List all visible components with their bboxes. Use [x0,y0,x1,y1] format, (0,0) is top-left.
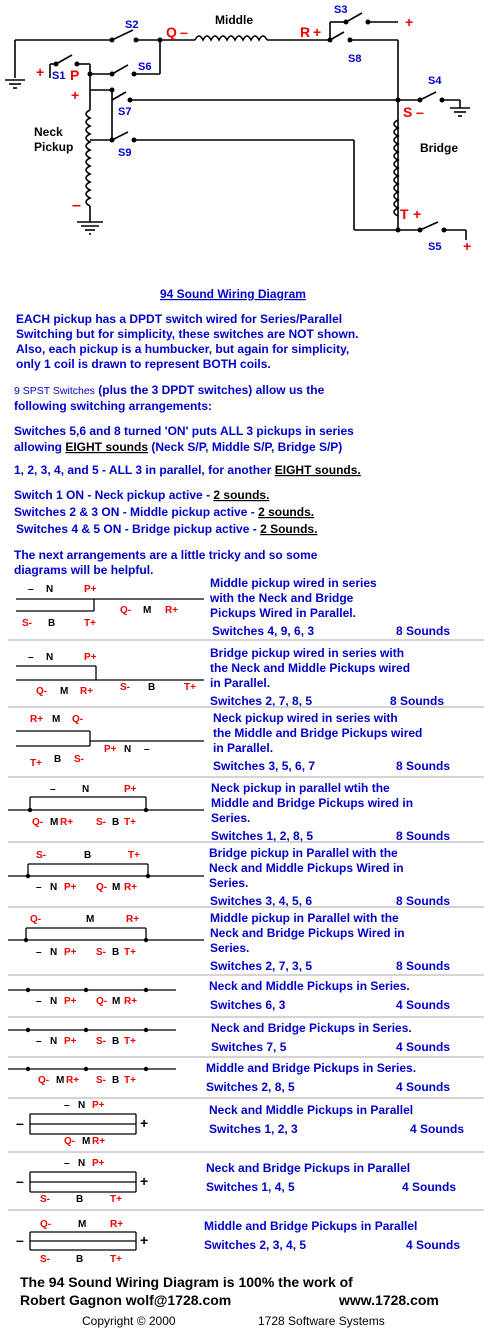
mini-terminal-minus: – [16,1173,24,1189]
mini-schematic-11 [16,1219,148,1265]
arrangement-sounds: 4 Sounds [396,1040,451,1054]
mini-schematics [8,584,204,1265]
arrangement-sounds: 8 Sounds [396,959,451,973]
mini-junction [144,988,148,992]
intro-line: only 1 coil is drawn to represent BOTH coils. [16,357,271,371]
single-line-3 [16,522,317,536]
mini-label: – [28,584,34,595]
arrangement-sounds: 4 Sounds [402,1180,457,1194]
label-s-minus: – [416,104,424,120]
mini-label: T+ [124,1036,136,1047]
mini-label: N [124,744,132,755]
arrangement-row [8,846,484,908]
mini-label: R+ [124,882,138,893]
arrangement-desc: Bridge pickup wired in series with [210,646,405,660]
mini-label: M [82,1136,91,1147]
mini-label: – [36,996,42,1007]
intro-line: EACH pickup has a DPDT switch wired for Series/Parallel [16,312,343,326]
mini-label: S- [36,850,46,861]
mini-junction [28,808,32,812]
mini-label: – [50,784,56,795]
arrangement-desc: Bridge pickup in Parallel with the [209,846,398,860]
label-s5-plus: + [463,238,472,254]
label-neck: Neck [34,125,63,139]
arrangement-row [8,1061,484,1098]
spst-line-2: following switching arrangements: [14,399,213,413]
arrangement-desc: Neck and Bridge Pickups in Parallel [206,1161,411,1175]
mini-label: S- [96,947,106,958]
mini-label: Q- [36,686,48,697]
mini-schematic-0 [16,584,204,629]
mini-label: T+ [184,682,196,693]
single-text: Switches 4 & 5 ON - Bridge pickup active - [16,522,261,536]
arrangement-sounds: 8 Sounds [390,694,445,708]
series-line-1: Switches 5,6 and 8 turned 'ON' puts ALL 3 pickups in series [14,424,354,438]
single-sounds: 2 sounds. [213,488,270,502]
mini-label: Q- [30,914,42,925]
mini-label: B [112,1036,120,1047]
mini-label: B [148,682,156,693]
mini-label: B [84,850,92,861]
mini-junction [84,1067,88,1071]
mini-label: R+ [165,605,179,616]
arrangement-sounds: 8 Sounds [396,624,451,638]
mini-junction [84,1028,88,1032]
arrangement-sounds: 4 Sounds [410,1122,465,1136]
arrangement-switches: Switches 3, 5, 6, 7 [213,759,316,773]
mini-label: N [78,1158,86,1169]
arrangement-sounds: 8 Sounds [396,829,451,843]
label-s1: S1 [52,70,66,82]
arrangement-switches: Switches 2, 7, 3, 5 [210,959,313,973]
mini-label: N [82,784,90,795]
label-s7: S7 [118,106,132,118]
mini-junction [26,988,30,992]
arrangement-switches: Switches 1, 2, 8, 5 [211,829,314,843]
mini-label: M [52,714,61,725]
mini-label: P+ [104,744,117,755]
mini-label: B [76,1194,84,1205]
mini-junction [146,874,150,878]
mini-schematic-2 [16,714,204,769]
arrangement-row [8,1021,484,1057]
arrangement-desc: Neck and Middle Pickups Wired in [209,861,404,875]
mini-label: B [76,1254,84,1265]
mini-label: Q- [120,605,132,616]
label-s4: S4 [428,75,442,87]
mini-label: R+ [60,817,74,828]
mini-schematic-4 [8,850,204,893]
mini-label: R+ [126,914,140,925]
mini-label: Q- [32,817,44,828]
mini-label: – [64,1158,70,1169]
mini-schematic-1 [16,652,204,697]
mini-label: R+ [30,714,44,725]
mini-label: Q- [96,882,108,893]
label-t-plus: + [413,206,422,222]
arrangement-row [204,1219,460,1252]
mini-label: M [86,914,95,925]
mini-schematic-3 [8,784,204,828]
series-allowing: allowing [14,440,66,454]
mini-label: – [36,882,42,893]
mini-label: B [112,947,120,958]
mini-junction [144,938,148,942]
mini-label: P+ [64,996,77,1007]
single-line-2 [14,505,314,519]
mini-label: S- [40,1194,50,1205]
arrangement-desc: Middle and Bridge Pickups wired in [211,796,414,810]
tricky-line-1: The next arrangements are a little tricky and so some [14,548,318,562]
label-r-plus: + [313,24,322,40]
label-s9: S9 [118,147,132,159]
mini-junction [26,1028,30,1032]
label-p: P [70,67,80,83]
arrangement-sounds: 4 Sounds [396,998,451,1012]
mini-label: S- [96,1075,106,1086]
arrangement-switches: Switches 2, 8, 5 [206,1080,295,1094]
footer-line-1: The 94 Sound Wiring Diagram is 100% the work of [20,1274,353,1290]
mini-terminal-plus: + [140,1232,149,1248]
mini-label: B [54,754,62,765]
single-sounds: 2 sounds. [258,505,315,519]
mini-label: T+ [124,817,136,828]
mini-label: B [48,618,56,629]
single-sounds: 2 Sounds. [260,522,318,536]
mini-label: R+ [92,1136,106,1147]
label-q-minus: – [180,24,188,40]
mini-label: P+ [84,584,97,595]
footer-author: Robert Gagnon wolf@1728.com [20,1292,232,1308]
mini-schematic-8 [8,1067,176,1086]
arrangement-desc: Neck pickup in parallel wtih the [211,781,390,795]
arrangement-desc: Neck and Middle Pickups in Series. [209,979,410,993]
mini-label: Q- [96,996,108,1007]
mini-label: S- [40,1254,50,1265]
arrangement-row [8,979,484,1017]
mini-label: S- [96,1036,106,1047]
mini-label: P+ [84,652,97,663]
label-s: S [403,104,413,120]
mini-terminal-plus: + [140,1173,149,1189]
mini-label: M [56,1075,65,1086]
arrangement-switches: Switches 1, 4, 5 [206,1180,295,1194]
mini-junction [26,1067,30,1071]
spst-small: 9 SPST Switches [14,385,95,397]
mini-label: R+ [80,686,94,697]
mini-junction [144,1028,148,1032]
mini-label: S- [96,817,106,828]
arrangement-switches: Switches 4, 9, 6, 3 [212,624,315,638]
arrangement-desc: Neck and Bridge Pickups Wired in [210,926,405,940]
arrangement-desc: Middle pickup in Parallel with the [210,911,399,925]
arrangement-sounds: 8 Sounds [396,894,451,908]
mini-label: N [50,882,58,893]
arrangement-desc: the Middle and Bridge Pickups wired [213,726,423,740]
parallel-line [14,463,361,477]
mini-label: B [112,1075,120,1086]
mini-label: M [60,686,69,697]
label-s1-plus: + [36,64,45,80]
label-bridge: Bridge [420,141,459,155]
intro-line: Switching but for simplicity, these switches are NOT shown. [16,327,359,341]
parallel-text: 1, 2, 3, 4, and 5 - ALL 3 in parallel, for another [14,463,275,477]
footer-company: 1728 Software Systems [258,1314,385,1328]
arrangement-desc: Neck and Middle Pickups in Parallel [209,1103,414,1117]
mini-label: – [144,744,150,755]
mini-label: Q- [38,1075,50,1086]
label-pickup: Pickup [34,140,74,154]
mini-label: B [112,817,120,828]
mini-label: N [46,652,54,663]
label-s2: S2 [125,19,139,31]
mini-label: S- [22,618,32,629]
intro-line: Also, each pickup is a humbucker, but again for simplicity, [16,342,350,356]
single-line-1 [14,488,269,502]
arrangement-switches: Switches 2, 7, 8, 5 [210,694,313,708]
arrangement-list [8,576,484,1252]
label-s3-plus: + [405,14,414,30]
mini-label: T+ [110,1254,122,1265]
label-t: T [400,206,409,222]
series-rest: (Neck S/P, Middle S/P, Bridge S/P) [148,440,343,454]
mini-label: T+ [30,758,42,769]
mini-label: S- [74,754,84,765]
mini-label: S- [120,682,130,693]
intro-text [16,312,359,371]
mini-label: – [36,947,42,958]
arrangement-desc: Middle pickup wired in series [210,576,377,590]
mini-label: N [50,1036,58,1047]
mini-label: N [78,1100,86,1111]
mini-label: M [50,817,59,828]
arrangement-desc: with the Neck and Bridge [210,591,354,605]
arrangement-desc: Middle and Bridge Pickups in Parallel [204,1219,418,1233]
single-text: Switch 1 ON - Neck pickup active - [14,488,214,502]
mini-junction [26,874,30,878]
mini-label: – [28,652,34,663]
arrangement-desc: Middle and Bridge Pickups in Series. [206,1061,417,1075]
mini-label: Q- [72,714,84,725]
label-r: R [300,24,311,40]
mini-label: Q- [64,1136,76,1147]
arrangement-desc: Series. [210,941,250,955]
mini-label: R+ [66,1075,80,1086]
mini-label: R+ [124,996,138,1007]
label-s3: S3 [334,4,348,16]
label-s8: S8 [348,53,362,65]
footer-website: www.1728.com [339,1292,439,1308]
arrangement-desc: Pickups Wired in Parallel. [210,606,356,620]
parallel-eight: EIGHT sounds. [274,463,361,477]
arrangement-switches: Switches 6, 3 [210,998,286,1012]
footer-copyright: Copyright © 2000 [82,1314,176,1328]
mini-label: M [112,996,121,1007]
arrangement-sounds: 4 Sounds [406,1238,461,1252]
mini-terminal-minus: – [16,1232,24,1248]
mini-schematic-6 [8,988,176,1007]
mini-label: P+ [124,784,137,795]
mini-label: N [50,996,58,1007]
arrangement-sounds: 8 Sounds [396,759,451,773]
label-p-plus: + [71,87,80,103]
spst-rest: (plus the 3 DPDT switches) allow us the [94,383,325,397]
mini-label: T+ [128,850,140,861]
arrangement-switches: Switches 7, 5 [211,1040,287,1054]
arrangement-desc: in Parallel. [213,741,274,755]
mini-junction [84,988,88,992]
mini-label: P+ [64,947,77,958]
arrangement-switches: Switches 2, 3, 4, 5 [204,1238,307,1252]
label-s6: S6 [138,61,152,73]
mini-label: – [64,1100,70,1111]
label-middle: Middle [215,13,253,27]
mini-label: T+ [124,1075,136,1086]
arrangement-desc: the Neck and Middle Pickups wired [210,661,411,675]
mini-junction [144,1067,148,1071]
mini-label: N [46,584,54,595]
series-line-2 [14,440,342,454]
arrangement-switches: Switches 1, 2, 3 [209,1122,298,1136]
single-text: Switches 2 & 3 ON - Middle pickup active - [14,505,259,519]
mini-label: Q- [40,1219,52,1230]
mini-terminal-minus: – [16,1115,24,1131]
mini-label: T+ [84,618,96,629]
mini-label: T+ [110,1194,122,1205]
arrangement-desc: Neck pickup wired in series with [213,711,398,725]
mini-label: N [50,947,58,958]
mini-schematic-9 [16,1100,148,1147]
page-title: 94 Sound Wiring Diagram [160,287,306,301]
mini-junction [24,938,28,942]
mini-label: M [112,882,121,893]
arrangement-desc: Series. [209,876,249,890]
tricky-line-2: diagrams will be helpful. [14,563,154,577]
label-s5: S5 [428,241,442,253]
arrangement-desc: Neck and Bridge Pickups in Series. [211,1021,412,1035]
mini-schematic-7 [8,1028,176,1047]
spst-line [14,383,325,397]
arrangement-desc: in Parallel. [210,676,271,690]
mini-junction [144,808,148,812]
mini-label: P+ [64,1036,77,1047]
label-q: Q [166,24,177,40]
arrangement-row [8,646,484,708]
mini-label: R+ [110,1219,124,1230]
mini-terminal-plus: + [140,1115,149,1131]
arrangement-desc: Series. [211,811,251,825]
mini-schematic-5 [8,914,204,958]
mini-schematic-10 [16,1158,148,1205]
mini-label: P+ [92,1158,105,1169]
mini-label: M [78,1219,87,1230]
arrangement-row [8,911,484,975]
arrangement-row [8,781,484,843]
mini-label: M [143,605,152,616]
mini-label: – [36,1036,42,1047]
series-eight: EIGHT sounds [65,440,149,454]
label-neck-minus: – [72,197,81,214]
mini-label: P+ [92,1100,105,1111]
mini-label: T+ [124,947,136,958]
arrangement-switches: Switches 3, 4, 5, 6 [210,894,313,908]
arrangement-sounds: 4 Sounds [396,1080,451,1094]
mini-label: P+ [64,882,77,893]
arrangement-row [8,576,484,640]
